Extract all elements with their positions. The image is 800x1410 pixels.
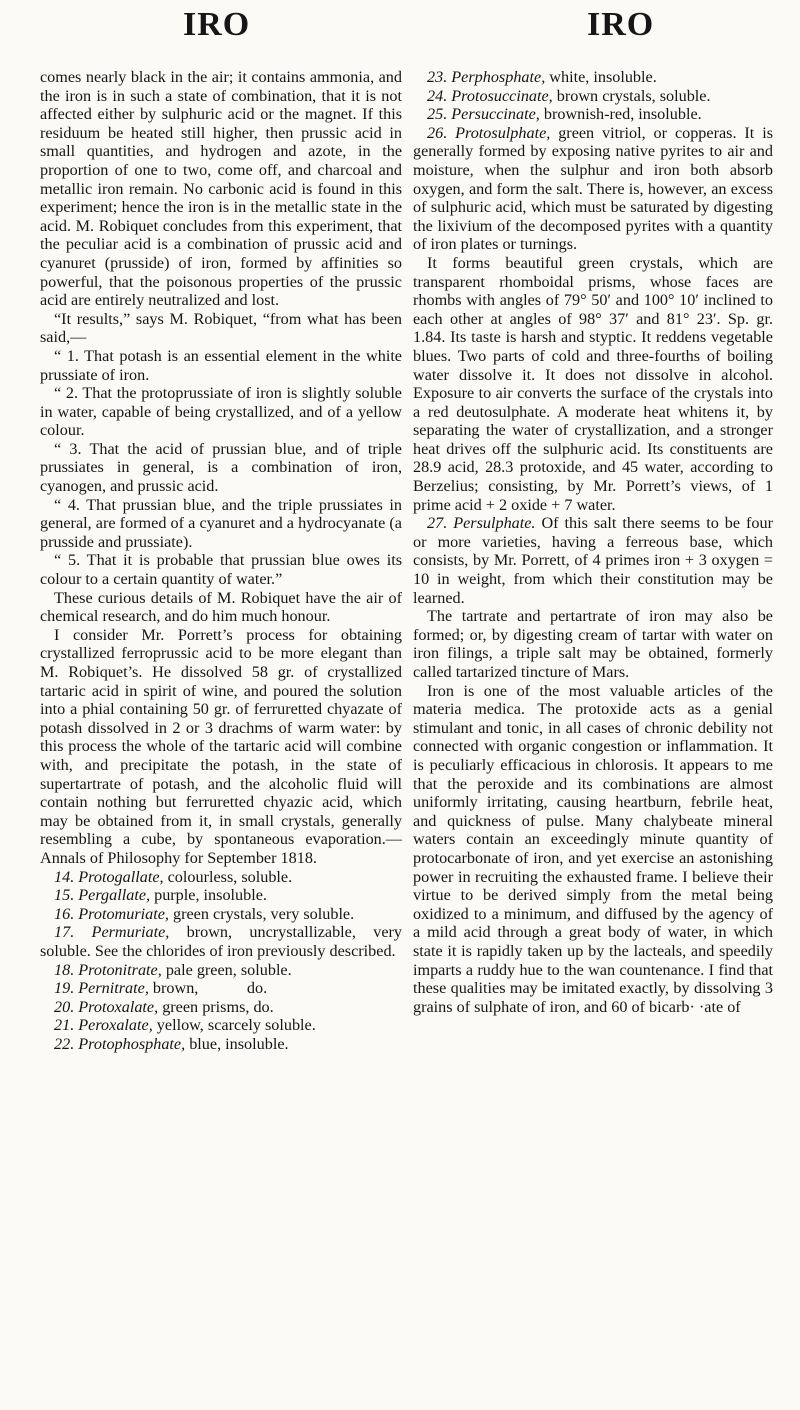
running-head [0,6,800,54]
salt-name: 22. Protophosphate, [54,1034,186,1053]
salt-desc: brown, uncrystallizable, very soluble. See the chlorides of iron previously described. [40,923,402,960]
salt-desc: Of this salt there seems to be four or more varieties, having a ferreous base, which consists, by Mr. Porrett, of 4 primes iron + 3 oxygen = 10 in weight, from which their constitution may be learned. [413,514,773,607]
salt-name: 14. Protogallate, [54,867,164,886]
salt-entry-22 [40,1035,402,1054]
salt-desc: purple, insoluble. [150,886,267,905]
salt-entry-20 [40,998,402,1017]
paragraph-point-4: “ 4. That prussian blue, and the triple prussiates in general, are formed of a cyanuret and a hydrocyanate (a prusside and prussiate). [40,495,402,551]
salt-desc: colourless, soluble. [163,867,293,886]
salt-desc: green vitriol, or copperas. It is generally formed by exposing native pyrites to air and moisture, when the sulphur and iron both absorb oxygen, and form the salt. There is, however, an excess of sulphuric acid, which must be saturated by digesting the lixivium of the decomposed pyrites with a quantity of iron plates or turnings. [413,123,773,254]
paragraph-point-5: “ 5. That it is probable that prussian blue owes its colour to a certain quantity of water.” [40,551,402,589]
salt-name: 15. Pergallate, [54,886,151,905]
right-column [413,68,773,1016]
salt-name: 18. Protonitrate, [54,960,162,979]
paragraph-point-3: “ 3. That the acid of prussian blue, and of triple prussiates in general, is a combination of iron, cyanogen, and prussic acid. [40,439,402,496]
salt-name: 17. Permuriate, [54,923,170,942]
salt-entry-26 [413,124,773,254]
salt-entry-27 [413,514,773,607]
salt-entry-19 [40,979,402,998]
salt-desc: brown crystals, soluble. [552,86,711,105]
paragraph-point-1: “ 1. That potash is an essential element in the white prussiate of iron. [40,346,402,384]
salt-entry-17 [40,923,402,960]
salt-entry-14 [40,868,402,887]
left-column [40,68,402,1053]
salt-name: 23. Perphosphate, [427,68,546,86]
salt-name: 21. Peroxalate, [54,1016,153,1035]
salt-name: 27. Persulphate. [427,514,536,533]
salt-entry-16 [40,905,402,924]
running-head-right: IRO [587,6,655,43]
paragraph-point-2: “ 2. That the protoprussiate of iron is slightly soluble in water, capable of being crystallized, and of a yellow colour. [40,384,402,440]
salt-name: 25. Persuccinate, [427,105,540,124]
paragraph-materia-medica: Iron is one of the most valuable articles of the materia medica. The protoxide acts as a genial stimulant and tonic, in all cases of chronic debility not connected with organic congestion or inflammation. It is peculiarly efficacious in chlorosis. It appears to me that the peroxide and its combinations are almost uniformly irritating, causing heartburn, febrile heat, and quickness of pulse. Many chalybeate mineral waters contain an exceedingly minute quantity of protocarbonate of iron, and yet exercise an astonishing power in recruiting the exhausted frame. I believe their virtue to be derived simply from the metal being oxidized to a minimum, and diffused by the agency of a mild acid through a great body of water, in which state it is rapidly taken up by the lacteals, and speedily imparts a ruddy hue to the wan countenance. I find that these qualities may be imitated exactly, by dissolving 3 grains of sulphate of iron, and 60 of bicarb· ·ate of [413,681,773,1016]
salt-desc: white, insoluble. [545,68,657,86]
paragraph-curious-details: These curious details of M. Robiquet have the air of chemical research, and do him much honour. [40,588,402,626]
salt-name: 26. Protosulphate, [427,123,551,142]
salt-name: 16. Protomuriate, [54,904,169,923]
salt-desc: brownish-red, insoluble. [539,105,702,124]
running-head-left: IRO [183,6,251,43]
salt-entry-24 [413,87,773,106]
salt-desc: green crystals, very soluble. [168,904,355,923]
salt-desc: yellow, scarcely soluble. [152,1016,316,1035]
salt-desc: blue, insoluble. [185,1034,289,1053]
paragraph-tartrate: The tartrate and pertartrate of iron may also be formed; or, by digesting cream of tartar with water on iron filings, a triple salt may be obtained, formerly called tartarized tincture of Mars. [413,607,773,681]
paragraph-quote-intro: “It results,” says M. Robiquet, “from what has been said,— [40,309,402,347]
salt-desc: green prisms, do. [158,997,274,1016]
salt-entry-21 [40,1016,402,1035]
salt-desc: pale green, soluble. [161,960,292,979]
paragraph-robiquet-experiment: comes nearly black in the air; it contains ammonia, and the iron is in such a state of combination, that it is not affected either by sulphuric acid or the magnet. If this residuum be heated still higher, then prussic acid in small quantities, and hydrogen and azote, in the proportion of one to two, come off, and charcoal and metallic iron remain. No carbonic acid is found in this experiment; hence the iron is in the metallic state in the acid. M. Robiquet concludes from this experiment, that the peculiar acid is a combination of prussic acid and cyanuret (prusside) of iron, formed by affinities so powerful, that the poisonous properties of the prussic acid are entirely neutralized and lost. [40,68,402,310]
salt-desc: brown, do. [148,979,268,998]
salt-entry-18 [40,961,402,980]
salt-entry-25 [413,105,773,124]
salt-entry-15 [40,886,402,905]
salt-name: 24. Protosuccinate, [427,86,553,105]
salt-entry-23 [413,68,773,87]
paragraph-porrett-process: I consider Mr. Porrett’s process for obtaining crystallized ferroprussic acid to be more elegant than M. Robiquet’s. He dissolved 58 gr. of crystallized tartaric acid in spirit of wine, and poured the solution into a phial containing 50 gr. of ferruretted chyazate of potash dissolved in 2 or 3 drachms of warm water: by this process the whole of the tartaric acid will combine with, and precipitate the potash, in the state of supertartrate of potash, and the alcoholic fluid will contain nothing but ferruretted chyazic acid, which may be obtained from it, in small crystals, generally resembling a cube, by spontaneous evaporation.—Annals of Philosophy for September 1818. [40,625,402,867]
paragraph-green-crystals: It forms beautiful green crystals, which are transparent rhomboidal prisms, whose faces are rhombs with angles of 79° 50′ and 100° 10′ inclined to each other at angles of 98° 37′ and 81° 23′. Sp. gr. 1.84. Its taste is harsh and styptic. It reddens vegetable blues. Two parts of cold and three-fourths of boiling water dissolve it. It does not dissolve in alcohol. Exposure to air converts the surface of the crystals into a red deutosulphate. A moderate heat whitens it, by separating the water of crystallization, and a stronger heat drives off the sulphuric acid. Its constituents are 28.9 acid, 28.3 protoxide, and 45 water, according to Berzelius; consisting, by Mr. Porrett’s views, of 1 prime acid + 2 oxide + 7 water. [413,253,773,514]
salt-name: 20. Protoxalate, [54,997,159,1016]
salt-name: 19. Pernitrate, [54,979,149,998]
